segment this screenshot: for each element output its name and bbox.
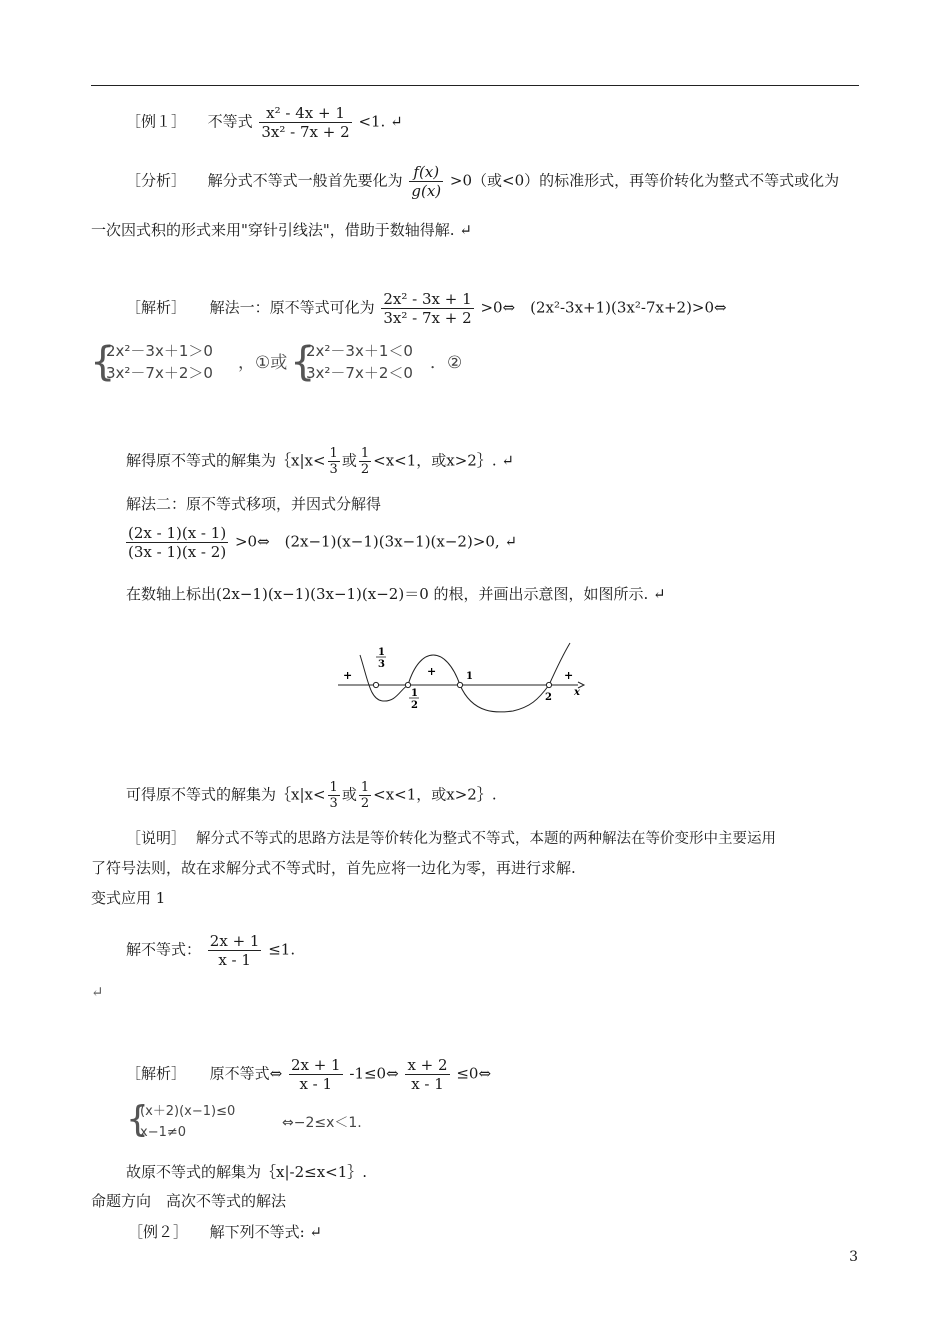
solution1-frac2-num: 1 (360, 446, 370, 461)
solution2-fraction (126, 524, 228, 561)
variant-title: 变式应用 1 (91, 889, 166, 907)
solution2-frac2-num: 1 (360, 780, 370, 795)
system-end: ．② (430, 353, 463, 373)
solution3-text3: ≤0⇔ (456, 1064, 492, 1083)
root-marker-third (373, 682, 378, 687)
variant-line (126, 932, 295, 969)
solution2-intro: 解法二：原不等式移项，并因式分解得 (126, 495, 382, 513)
section-title: 命题方向 高次不等式的解法 (91, 1192, 287, 1210)
solution2-frac1-num: 1 (329, 780, 338, 795)
variant-frac-num: 2x + 1 (209, 932, 260, 950)
solution3-result: 故原不等式的解集为｛x|-2≤x<1｝. (126, 1163, 368, 1181)
solution2-result-end: <x<1，或x>2｝. (373, 785, 497, 804)
solution1-frac-num: 2x² - 3x + 1 (383, 290, 472, 308)
solution2-result-text: 可得原不等式的解集为｛x|x< (126, 785, 326, 804)
note-label: ［说明］ (126, 829, 187, 847)
system3-left-brace: { (126, 1099, 149, 1140)
solution3-label: ［解析］ (126, 1064, 187, 1083)
system1-ineq-a: 2x²－3x＋1＞0 (106, 342, 213, 360)
solution1-line (126, 290, 727, 327)
system-connector: ，①或 (238, 353, 288, 373)
system1-left-brace: { (90, 339, 116, 385)
analysis-fraction (409, 163, 443, 200)
plus-sign-right: + (564, 669, 574, 682)
solution2-result-frac2 (359, 780, 371, 811)
plus-sign-left: + (343, 669, 353, 682)
solution2-frac2-den: 2 (360, 796, 370, 811)
example2-line (128, 1222, 322, 1242)
solution2-result-or: 或 (341, 785, 357, 804)
analysis-line1 (126, 163, 839, 200)
solution1-label: ［解析］ (126, 298, 187, 317)
solution3-fraction2 (405, 1056, 449, 1093)
system1 (106, 340, 213, 384)
solution1-frac1-den: 3 (329, 462, 338, 477)
example1-line (126, 104, 403, 141)
analysis-text2: >0（或<0）的标准形式，再等价转化为整式不等式或化为 (449, 171, 840, 190)
tick-half-den: 2 (411, 700, 418, 711)
analysis-label: ［分析］ (126, 171, 187, 190)
variant-frac-den: x - 1 (218, 951, 251, 969)
solution2-text: >0⇔ (2x−1)(x−1)(3x−1)(x−2)>0, ↵ (234, 532, 518, 551)
solution1-result-or: 或 (341, 451, 357, 470)
note-line2: 了符号法则，故在求解分式不等式时，首先应将一边化为零，再进行求解. (91, 859, 576, 877)
variant-prompt: 解不等式： (126, 940, 202, 959)
solution1-result (126, 446, 514, 477)
root-marker-two (546, 682, 551, 687)
system2-left-brace: { (290, 339, 316, 385)
solution1-result-text: 解得原不等式的解集为｛x|x< (126, 451, 326, 470)
example2-label: ［例２］ (128, 1223, 189, 1241)
system1-ineq-b: 3x²－7x＋2＞0 (106, 364, 213, 382)
solution2-frac-num: (2x - 1)(x - 1) (128, 524, 227, 542)
solution1-fraction (381, 290, 473, 327)
root-marker-one (457, 682, 462, 687)
note-line1 (126, 828, 776, 849)
solution2-frac1-den: 3 (329, 796, 338, 811)
analysis-line2: 一次因式积的形式来用"穿针引线法"，借助于数轴得解. ↵ (91, 221, 472, 239)
solution1-result-frac1 (328, 446, 340, 477)
solution1-result-end: <x<1，或x>2｝. ↵ (373, 451, 514, 470)
solution1-frac2-den: 2 (360, 462, 370, 477)
solution1-text2: >0⇔ (2x²-3x+1)(3x²-7x+2)>0⇔ (480, 298, 727, 317)
solution3-frac1-den: x - 1 (299, 1075, 333, 1093)
example1-prefix: 不等式 (207, 112, 253, 131)
example1-frac-den: 3x² - 7x + 2 (261, 123, 350, 141)
analysis-text1: 解分式不等式一般首先要化为 (207, 171, 403, 190)
analysis-frac-den: g(x) (411, 182, 442, 200)
solution3-frac2-num: x + 2 (407, 1056, 448, 1074)
solution1-result-frac2 (359, 446, 371, 477)
page-number: 3 (849, 1249, 858, 1265)
solution3-text2: -1≤0⇔ (349, 1064, 399, 1083)
example1-frac-num: x² - 4x + 1 (259, 104, 351, 123)
system2-ineq-b: 3x²－7x＋2＜0 (306, 364, 413, 382)
solution1-text1: 解法一：原不等式可化为 (209, 298, 375, 317)
solution3-frac1-num: 2x + 1 (290, 1056, 341, 1074)
solution2-frac-den: (3x - 1)(x - 2) (128, 543, 227, 561)
solution2-axis-text: 在数轴上标出(2x−1)(x−1)(3x−1)(x−2)＝0 的根，并画出示意图，如图所示. ↵ (126, 585, 666, 603)
system3-ineq-b: x−1≠0 (140, 1125, 187, 1140)
solution3-text1: 原不等式⇔ (209, 1064, 283, 1083)
sign-diagram (338, 635, 598, 717)
solution3-frac2-den: x - 1 (411, 1075, 444, 1093)
analysis-frac-num: f(x) (409, 163, 443, 182)
note-text1: 解分式不等式的思路方法是等价转化为整式不等式，本题的两种解法在等价变形中主要运用 (196, 831, 777, 847)
solution3-fraction1 (289, 1056, 343, 1093)
solution3-line (126, 1056, 491, 1093)
sign-curve (360, 643, 570, 712)
example1-fraction (259, 104, 351, 141)
solution1-frac1-num: 1 (329, 446, 338, 461)
tick-half-num: 1 (411, 688, 418, 699)
plus-sign-middle: + (427, 665, 437, 678)
system3-ineq-a: (x＋2)(x−1)≤0 (140, 1104, 236, 1119)
tick-third-den: 3 (378, 659, 385, 670)
example1-label: ［例１］ (126, 112, 187, 131)
variant-mark: ↵ (91, 983, 104, 1001)
header-rule (91, 85, 859, 86)
system3 (140, 1101, 235, 1143)
system2-ineq-a: 2x²－3x＋1＜0 (306, 342, 413, 360)
solution1-frac-den: 3x² - 7x + 2 (383, 309, 472, 327)
tick-third-num: 1 (378, 647, 385, 658)
solution2-result (126, 780, 497, 811)
variant-suffix: ≤1. (268, 940, 296, 959)
system3-result: ⇔−2≤x＜1. (282, 1115, 362, 1131)
example2-text: 解下列不等式: ↵ (209, 1223, 322, 1241)
tick-two-label: 2 (545, 692, 552, 703)
axis-x-label: x (574, 687, 580, 698)
variant-fraction (208, 932, 262, 969)
example1-suffix: <1. ↵ (358, 112, 403, 131)
root-marker-half (405, 682, 410, 687)
tick-one-label: 1 (466, 671, 473, 682)
solution2-line (126, 524, 517, 561)
solution2-result-frac1 (328, 780, 340, 811)
system2 (306, 340, 413, 384)
